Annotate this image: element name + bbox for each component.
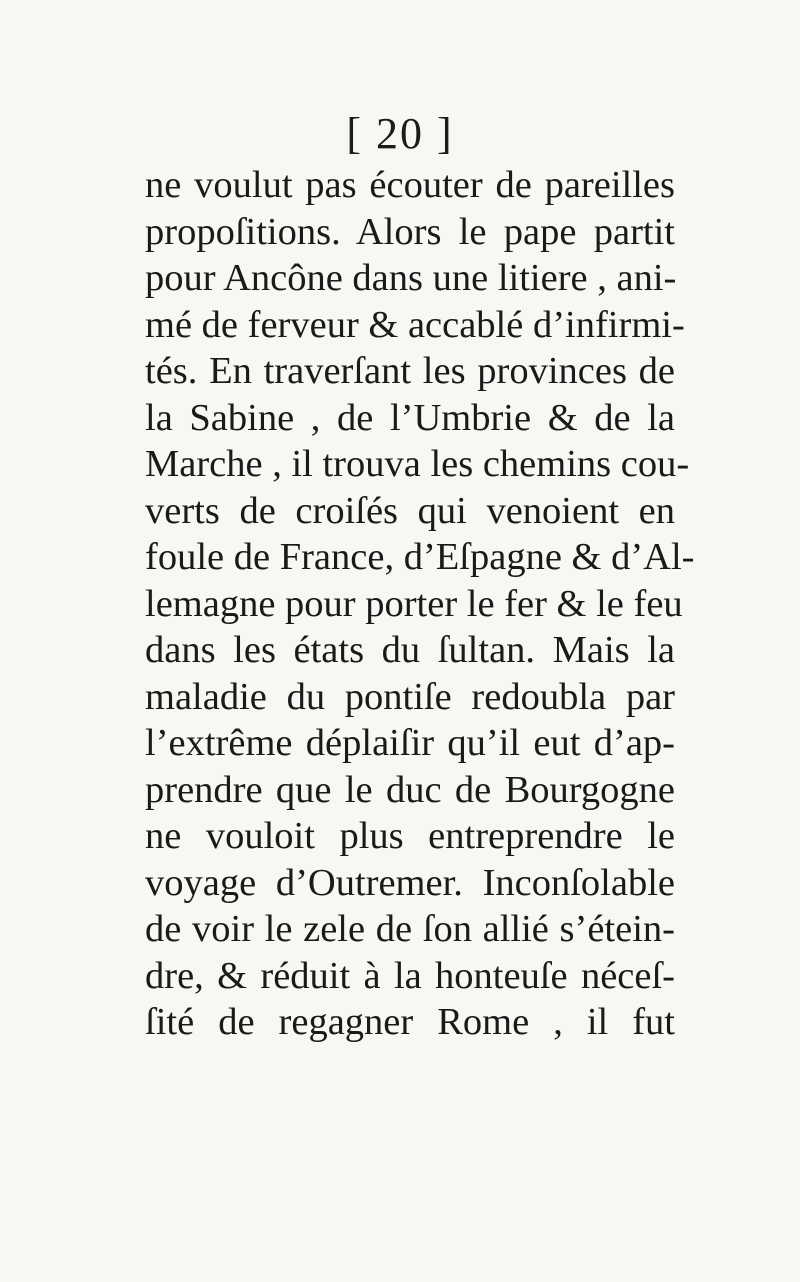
- text-line: de voir le zele de ſon allié s’étein-: [145, 908, 675, 950]
- text-line: pour Ancône dans une litiere , ani-: [145, 257, 677, 299]
- text-line: prendre que le duc de Bourgogne: [145, 768, 675, 811]
- body-text: [145, 162, 695, 1046]
- text-line: dans les états du ſultan. Mais la: [145, 629, 675, 671]
- text-line: ne vouloit plus entreprendre le: [145, 815, 675, 857]
- text-line: propoſitions. Alors le pape partit: [145, 210, 675, 253]
- text-line: ne voulut pas écouter de pareilles: [145, 164, 675, 206]
- page-number: [ 20 ]: [346, 109, 454, 158]
- text-line: Marche , il trouva les chemins cou-: [145, 443, 690, 485]
- text-line: lemagne pour porter le fer & le feu: [145, 582, 683, 625]
- text-line: foule de France, d’Eſpagne & d’Al-: [145, 536, 695, 578]
- text-line: mé de ferveur & accablé d’infirmi-: [145, 303, 685, 346]
- text-line: tés. En traverſant les provinces de: [145, 350, 675, 392]
- text-line: maladie du pontiſe redoubla par: [145, 675, 675, 718]
- text-line: voyage d’Outremer. Inconſolable: [145, 861, 675, 904]
- text-line: ſité de regagner Rome , il fut: [145, 1001, 675, 1043]
- text-line: l’extrême déplaiſir qu’il eut d’ap-: [145, 722, 675, 764]
- text-line: la Sabine , de l’Umbrie & de la: [145, 396, 675, 439]
- text-line: verts de croiſés qui venoient en: [145, 489, 675, 532]
- text-line: dre, & réduit à la honteuſe néceſ-: [145, 954, 675, 997]
